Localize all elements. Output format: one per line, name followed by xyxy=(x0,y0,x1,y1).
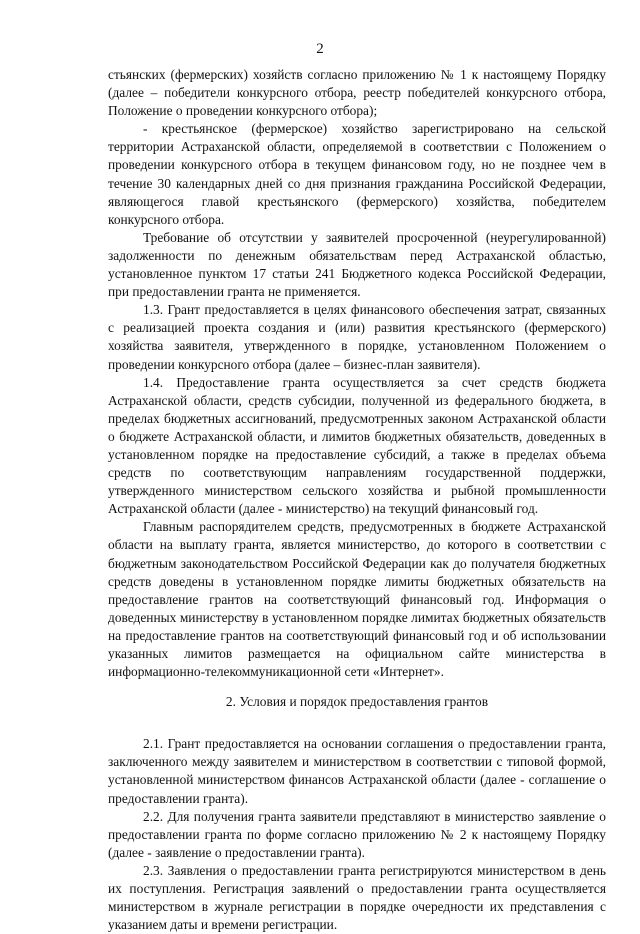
body-paragraph: 1.3. Грант предоставляется в целях финансового обеспечения затрат, связанных с реализацией проекта создания и (или) развития крестьянского (фермерского) хозяйства заявителя, утвержденного в порядке, установленном Положением о проведении конкурсного отбора (далее – бизнес-план заявителя). xyxy=(108,302,606,372)
body-paragraph: 1.4. Предоставление гранта осуществляется за счет средств бюджета Астраханской области, средств субсидии, полученной из федерального бюджета, в пределах бюджетных ассигнований, предусмотренных законом Астраханской области о бюджете Астраханской области, и лимитов бюджетных обязательств, доведенных в установленном порядке на предоставление субсидий, а также в пределах объема средств по соответствующим направлениям государственной поддержки, утвержденного министерством сельского хозяйства и рыбной промышленности Астраханской области (далее - министерство) на текущий финансовый год. xyxy=(108,374,606,517)
paragraphs-after-heading xyxy=(108,735,606,934)
paragraphs-before-heading xyxy=(108,66,606,681)
section-heading: 2. Условия и порядок предоставления грантов xyxy=(225,694,489,710)
document-body xyxy=(108,66,606,934)
body-paragraph: Главным распорядителем средств, предусмотренных в бюджете Астраханской области на выплату гранта, является министерство, до которого в соответствии с бюджетным законодательством Российской Федерации как до получателя бюджетных средств доведены в установленном порядке лимиты бюджетных обязательств на предоставление грантов на соответствующий финансовый год. Информация о доведенных министерству в установленном порядке лимитах бюджетных обязательств на предоставление грантов на соответствующий финансовый год и об использовании указанных лимитов размещается на официальном сайте министерства в информационно-телекоммуникационной сети «Интернет». xyxy=(108,519,606,680)
body-paragraph: - крестьянское (фермерское) хозяйство зарегистрировано на сельской территории Астраханской области, определяемой в соответствии с Положением о проведении конкурсного отбора в текущем финансовом году, но не позднее чем в течение 30 календарных дней со дня признания гражданина Российской Федерации, являющегося главой крестьянского (фермерского) хозяйства, победителем конкурсного отбора. xyxy=(108,121,606,227)
body-paragraph: Требование об отсутствии у заявителей просроченной (неурегулированной) задолженности по денежным обязательствам перед Астраханской областью, установленное пунктом 17 статьи 241 Бюджетного кодекса Российской Федерации, при предоставлении гранта не применяется. xyxy=(108,229,606,300)
body-paragraph: стьянских (фермерских) хозяйств согласно приложению № 1 к настоящему Порядку (далее – победители конкурсного отбора, реестр победителей конкурсного отбора, Положение о проведении конкурсного отбора); xyxy=(108,67,606,119)
page-number: 2 xyxy=(316,41,324,57)
body-paragraph: 2.3. Заявления о предоставлении гранта регистрируются министерством в день их поступления. Регистрация заявлений о предоставлении гранта осуществляется министерством в журнале регистрации в порядке очередности их представления с указанием даты и времени регистрации. xyxy=(108,862,606,933)
body-paragraph: 2.2. Для получения гранта заявители представляют в министерство заявление о предоставлении гранта по форме согласно приложению № 2 к настоящему Порядку (далее - заявление о предоставлении гранта). xyxy=(108,808,606,860)
body-paragraph: 2.1. Грант предоставляется на основании соглашения о предоставлении гранта, заключенного между заявителем и министерством в соответствии с типовой формой, установленной министерством финансов Астраханской области (далее - соглашение о предоставлении гранта). xyxy=(108,736,606,806)
